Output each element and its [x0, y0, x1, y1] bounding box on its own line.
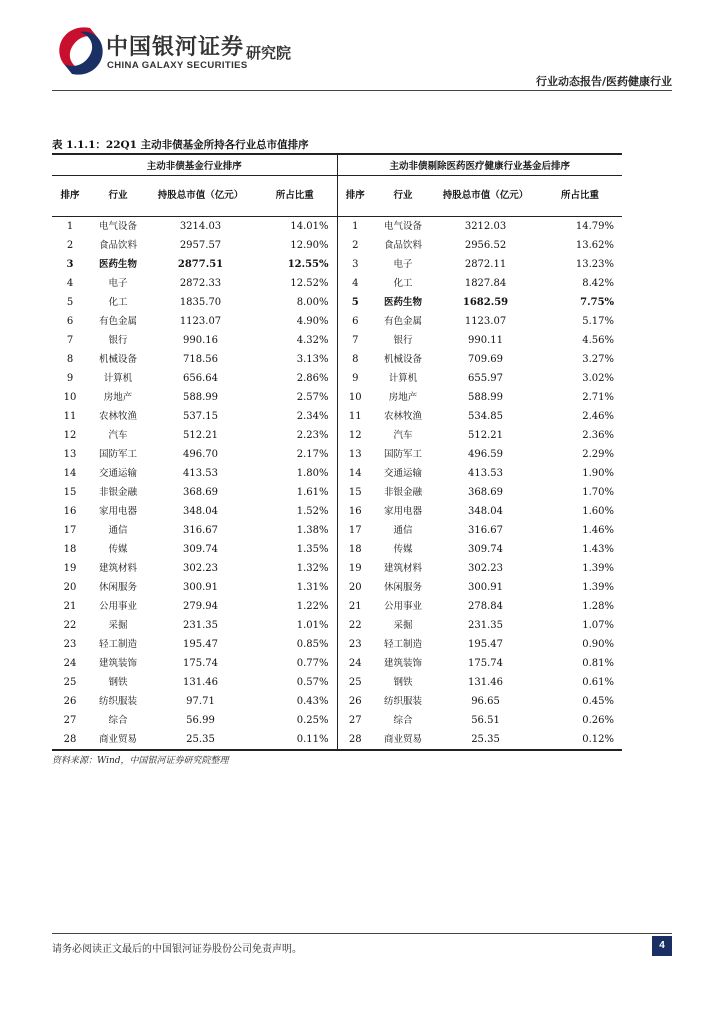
right-rank-cell: 22 — [337, 616, 373, 635]
right-pct-cell: 5.17% — [582, 316, 615, 327]
brand-name-en: CHINA GALAXY SECURITIES — [107, 60, 248, 71]
right-value-cell: 231.35 — [468, 620, 504, 631]
right-value-cell: 588.99 — [468, 392, 504, 403]
left-value-cell: 302.23 — [183, 563, 218, 574]
left-pct-cell: 4.90% — [296, 316, 329, 327]
left-industry-cell: 电气设备 — [98, 221, 137, 232]
left-rank-cell: 3 — [66, 259, 74, 270]
right-pct-cell: 1.90% — [582, 468, 615, 479]
left-pct-cell: 1.22% — [296, 601, 329, 612]
left-pct-cell: 1.32% — [296, 563, 329, 574]
left-pct-cell: 12.52% — [290, 278, 329, 289]
right-value-cell: 96.65 — [471, 696, 500, 707]
right-pct-cell: 13.62% — [575, 240, 615, 251]
left-rank-cell: 23 — [63, 639, 77, 650]
left-rank-cell: 11 — [63, 411, 77, 422]
table-row — [52, 730, 622, 750]
right-pct-cell: 1.43% — [582, 544, 615, 555]
left-rank-cell: 14 — [63, 468, 77, 479]
right-rank-cell: 7 — [337, 331, 373, 350]
right-value-cell: 368.69 — [468, 487, 504, 498]
right-pct-cell: 0.12% — [538, 730, 622, 750]
table-row — [52, 521, 622, 540]
right-value-cell: 496.59 — [468, 449, 504, 460]
right-pct-cell: 2.36% — [582, 430, 615, 441]
right-pct-cell: 1.28% — [582, 601, 615, 612]
left-value-cell: 2877.51 — [177, 259, 224, 270]
left-rank-cell: 20 — [63, 582, 77, 593]
left-value-cell: 1835.70 — [179, 297, 222, 308]
left-rank-cell: 8 — [66, 354, 74, 365]
right-industry-cell: 国防军工 — [384, 449, 423, 460]
right-pct-cell: 8.42% — [582, 278, 615, 289]
table-row — [52, 635, 622, 654]
right-industry-cell: 非银金融 — [384, 487, 423, 498]
right-industry-cell: 传媒 — [393, 544, 413, 555]
left-rank-cell: 12 — [63, 430, 77, 441]
right-industry-cell: 建筑材料 — [384, 563, 423, 574]
right-rank-cell: 15 — [337, 483, 373, 502]
right-rank-cell: 4 — [337, 274, 373, 293]
left-rank-cell: 13 — [63, 449, 77, 460]
left-value-cell: 496.70 — [183, 449, 218, 460]
left-pct-cell: 1.35% — [296, 544, 329, 555]
right-value-cell: 3212.03 — [464, 221, 507, 232]
left-rank-cell: 28 — [52, 730, 88, 750]
right-industry-cell: 医药生物 — [384, 297, 423, 308]
right-industry-cell: 交通运输 — [384, 468, 423, 479]
right-industry-cell: 电气设备 — [384, 221, 423, 232]
right-rank-cell: 24 — [337, 654, 373, 673]
table-row — [52, 692, 622, 711]
left-pct-cell: 2.34% — [296, 411, 329, 422]
left-value-cell: 2872.33 — [179, 278, 222, 289]
header-divider — [52, 90, 672, 91]
left-pct-cell: 1.80% — [296, 468, 329, 479]
left-value-cell: 309.74 — [183, 544, 218, 555]
brand-institute: 研究院 — [246, 44, 292, 62]
left-rank-cell: 5 — [66, 297, 74, 308]
right-rank-cell: 1 — [337, 217, 373, 237]
left-pct-cell: 1.01% — [296, 620, 329, 631]
right-value-cell: 2872.11 — [464, 259, 507, 270]
right-pct-cell: 3.02% — [582, 373, 615, 384]
right-rank-cell: 2 — [337, 236, 373, 255]
right-rank-cell: 10 — [337, 388, 373, 407]
right-pct-cell: 7.75% — [580, 297, 615, 308]
left-value-cell: 718.56 — [183, 354, 218, 365]
left-value-cell: 368.69 — [183, 487, 218, 498]
right-industry-cell: 轻工制造 — [384, 639, 423, 650]
right-rank-cell: 28 — [337, 730, 373, 750]
right-pct-cell: 3.27% — [582, 354, 615, 365]
right-industry-cell: 电子 — [393, 259, 413, 270]
left-pct-cell: 2.23% — [296, 430, 329, 441]
left-industry-cell: 电子 — [108, 278, 128, 289]
left-rank-cell: 24 — [63, 658, 77, 669]
right-value-cell: 56.51 — [471, 715, 500, 726]
left-pct-cell: 0.85% — [296, 639, 329, 650]
left-pct-cell: 0.57% — [296, 677, 329, 688]
left-rank-cell: 1 — [66, 221, 74, 232]
left-industry-cell: 传媒 — [108, 544, 128, 555]
left-industry-cell: 食品饮料 — [98, 240, 137, 251]
brand-name-cn: 中国银河证券 — [106, 35, 245, 60]
left-pct-cell: 2.57% — [296, 392, 329, 403]
right-rank-cell: 19 — [337, 559, 373, 578]
right-industry-cell: 采掘 — [393, 620, 413, 631]
left-industry-cell: 国防军工 — [98, 449, 137, 460]
right-pct-cell: 1.70% — [582, 487, 615, 498]
right-value-cell: 413.53 — [468, 468, 504, 479]
right-industry-cell: 综合 — [393, 715, 413, 726]
right-industry-cell: 农林牧渔 — [384, 411, 423, 422]
right-rank-cell: 23 — [337, 635, 373, 654]
table-row — [52, 578, 622, 597]
right-rank-cell: 21 — [337, 597, 373, 616]
right-value-cell: 709.69 — [468, 354, 504, 365]
col-pct-left: 所占比重 — [253, 176, 337, 217]
left-rank-cell: 25 — [63, 677, 77, 688]
right-pct-cell: 0.90% — [582, 639, 615, 650]
right-pct-cell: 1.39% — [582, 563, 615, 574]
right-pct-cell: 1.39% — [582, 582, 615, 593]
left-rank-cell: 9 — [66, 373, 74, 384]
table-row — [52, 388, 622, 407]
right-rank-cell: 13 — [337, 445, 373, 464]
right-rank-cell: 9 — [337, 369, 373, 388]
col-rank-right: 排序 — [337, 176, 373, 217]
left-pct-cell: 4.32% — [296, 335, 329, 346]
left-pct-cell: 12.55% — [287, 259, 329, 270]
right-value-cell: 512.21 — [468, 430, 504, 441]
right-group-header: 主动非债剔除医药医疗健康行业基金后排序 — [337, 154, 622, 176]
table-body — [52, 217, 622, 751]
right-pct-cell: 0.26% — [582, 715, 615, 726]
left-industry-cell: 钢铁 — [108, 677, 128, 688]
left-industry-cell: 建筑材料 — [98, 563, 137, 574]
table-row — [52, 369, 622, 388]
right-rank-cell: 5 — [337, 293, 373, 312]
col-rank-left: 排序 — [52, 176, 88, 217]
left-industry-cell: 银行 — [108, 335, 128, 346]
left-value-cell: 990.16 — [183, 335, 218, 346]
right-industry-cell: 公用事业 — [384, 601, 423, 612]
col-industry-right: 行业 — [373, 176, 433, 217]
right-industry-cell: 计算机 — [388, 373, 418, 384]
left-industry-cell: 化工 — [108, 297, 128, 308]
table-row — [52, 255, 622, 274]
right-rank-cell: 17 — [337, 521, 373, 540]
right-industry-cell: 银行 — [393, 335, 413, 346]
right-rank-cell: 18 — [337, 540, 373, 559]
right-value-cell: 1123.07 — [464, 316, 507, 327]
right-rank-cell: 6 — [337, 312, 373, 331]
right-rank-cell: 12 — [337, 426, 373, 445]
right-value-cell: 348.04 — [468, 506, 504, 517]
right-pct-cell: 1.46% — [582, 525, 615, 536]
right-pct-cell: 1.60% — [582, 506, 615, 517]
right-rank-cell: 27 — [337, 711, 373, 730]
right-value-cell: 2956.52 — [464, 240, 507, 251]
col-pct-right: 所占比重 — [538, 176, 622, 217]
right-industry-cell: 食品饮料 — [384, 240, 423, 251]
left-industry-cell: 计算机 — [103, 373, 133, 384]
left-value-cell: 56.99 — [186, 715, 215, 726]
left-pct-cell: 12.90% — [290, 240, 329, 251]
table-row — [52, 597, 622, 616]
left-pct-cell: 0.25% — [296, 715, 329, 726]
right-pct-cell: 14.79% — [575, 221, 615, 232]
left-rank-cell: 18 — [63, 544, 77, 555]
left-value-cell: 3214.03 — [179, 221, 222, 232]
table-row — [52, 236, 622, 255]
right-industry-cell: 钢铁 — [393, 677, 413, 688]
right-pct-cell: 0.45% — [582, 696, 615, 707]
left-industry-cell: 有色金属 — [98, 316, 137, 327]
right-value-cell: 309.74 — [468, 544, 504, 555]
left-rank-cell: 16 — [63, 506, 77, 517]
table-row — [52, 217, 622, 237]
left-value-cell: 25.35 — [148, 730, 253, 750]
left-pct-cell: 14.01% — [290, 221, 329, 232]
left-value-cell: 656.64 — [183, 373, 218, 384]
right-value-cell: 655.97 — [468, 373, 504, 384]
table-row — [52, 445, 622, 464]
table-row — [52, 654, 622, 673]
table-title: 表 1.1.1：22Q1 主动非债基金所持各行业总市值排序 — [52, 139, 309, 151]
left-industry-cell: 综合 — [108, 715, 128, 726]
left-pct-cell: 0.43% — [296, 696, 329, 707]
left-industry-cell: 汽车 — [108, 430, 128, 441]
right-value-cell: 302.23 — [468, 563, 504, 574]
table-row — [52, 293, 622, 312]
right-value-cell: 300.91 — [468, 582, 504, 593]
right-rank-cell: 8 — [337, 350, 373, 369]
left-industry-cell: 通信 — [108, 525, 128, 536]
left-pct-cell: 3.13% — [296, 354, 329, 365]
right-pct-cell: 2.29% — [582, 449, 615, 460]
table-row — [52, 407, 622, 426]
left-pct-cell: 1.61% — [296, 487, 329, 498]
left-pct-cell: 2.17% — [296, 449, 329, 460]
table-row — [52, 711, 622, 730]
left-pct-cell: 0.11% — [253, 730, 337, 750]
left-value-cell: 279.94 — [183, 601, 218, 612]
right-pct-cell: 2.46% — [582, 411, 615, 422]
left-industry-cell: 房地产 — [103, 392, 133, 403]
left-industry-cell: 公用事业 — [98, 601, 137, 612]
left-industry-cell: 纺织服装 — [98, 696, 137, 707]
left-value-cell: 97.71 — [186, 696, 215, 707]
left-industry-cell: 采掘 — [108, 620, 128, 631]
left-rank-cell: 22 — [63, 620, 77, 631]
left-value-cell: 175.74 — [183, 658, 218, 669]
right-pct-cell: 1.07% — [582, 620, 615, 631]
right-industry-cell: 有色金属 — [384, 316, 423, 327]
galaxy-logo-icon — [52, 22, 110, 80]
left-industry-cell: 医药生物 — [98, 259, 137, 270]
left-rank-cell: 27 — [63, 715, 77, 726]
left-rank-cell: 7 — [66, 335, 74, 346]
right-industry-cell: 房地产 — [388, 392, 418, 403]
left-value-cell: 1123.07 — [179, 316, 222, 327]
left-pct-cell: 1.31% — [296, 582, 329, 593]
left-rank-cell: 26 — [63, 696, 77, 707]
left-rank-cell: 4 — [66, 278, 74, 289]
left-value-cell: 537.15 — [183, 411, 218, 422]
right-value-cell: 131.46 — [468, 677, 504, 688]
right-industry-cell: 通信 — [393, 525, 413, 536]
left-pct-cell: 1.52% — [296, 506, 329, 517]
right-industry-cell: 汽车 — [393, 430, 413, 441]
table-row — [52, 350, 622, 369]
left-pct-cell: 1.38% — [296, 525, 329, 536]
left-value-cell: 195.47 — [183, 639, 218, 650]
right-pct-cell: 13.23% — [575, 259, 615, 270]
left-value-cell: 348.04 — [183, 506, 218, 517]
left-industry-cell: 家用电器 — [98, 506, 137, 517]
right-value-cell: 25.35 — [433, 730, 538, 750]
table-row — [52, 274, 622, 293]
left-value-cell: 131.46 — [183, 677, 218, 688]
right-pct-cell: 2.71% — [582, 392, 615, 403]
table-row — [52, 426, 622, 445]
left-industry-cell: 农林牧渔 — [98, 411, 137, 422]
col-value-right: 持股总市值（亿元） — [433, 176, 538, 217]
table-row — [52, 331, 622, 350]
left-rank-cell: 15 — [63, 487, 77, 498]
right-industry-cell: 家用电器 — [384, 506, 423, 517]
col-value-left: 持股总市值（亿元） — [148, 176, 253, 217]
right-industry-cell: 纺织服装 — [384, 696, 423, 707]
left-industry-cell: 机械设备 — [98, 354, 137, 365]
right-value-cell: 195.47 — [468, 639, 504, 650]
left-value-cell: 588.99 — [183, 392, 218, 403]
right-value-cell: 990.11 — [468, 335, 504, 346]
right-value-cell: 278.84 — [468, 601, 504, 612]
right-industry-cell: 机械设备 — [384, 354, 423, 365]
left-industry-cell: 交通运输 — [98, 468, 137, 479]
left-rank-cell: 21 — [63, 601, 77, 612]
right-industry-cell: 建筑装饰 — [384, 658, 423, 669]
left-pct-cell: 0.77% — [296, 658, 329, 669]
right-rank-cell: 3 — [337, 255, 373, 274]
left-industry-cell: 轻工制造 — [98, 639, 137, 650]
disclaimer-text: 请务必阅读正文最后的中国银河证券股份公司免责声明。 — [52, 944, 302, 955]
right-pct-cell: 4.56% — [582, 335, 615, 346]
right-value-cell: 1682.59 — [462, 297, 509, 308]
table-row — [52, 540, 622, 559]
report-type: 行业动态报告/医药健康行业 — [535, 75, 672, 88]
right-value-cell: 1827.84 — [464, 278, 507, 289]
source-note: 资料来源：Wind，中国银河证券研究院整理 — [52, 756, 229, 766]
right-rank-cell: 26 — [337, 692, 373, 711]
left-industry-cell: 休闲服务 — [98, 582, 137, 593]
left-industry-cell: 商业贸易 — [88, 730, 148, 750]
right-value-cell: 175.74 — [468, 658, 504, 669]
right-rank-cell: 20 — [337, 578, 373, 597]
col-industry-left: 行业 — [88, 176, 148, 217]
left-pct-cell: 2.86% — [296, 373, 329, 384]
left-rank-cell: 19 — [63, 563, 77, 574]
left-pct-cell: 8.00% — [296, 297, 329, 308]
right-pct-cell: 0.61% — [582, 677, 615, 688]
table-row — [52, 559, 622, 578]
right-industry-cell: 休闲服务 — [384, 582, 423, 593]
right-rank-cell: 11 — [337, 407, 373, 426]
left-rank-cell: 10 — [63, 392, 77, 403]
table-row — [52, 464, 622, 483]
left-value-cell: 300.91 — [183, 582, 218, 593]
table-row — [52, 616, 622, 635]
left-value-cell: 231.35 — [183, 620, 218, 631]
right-industry-cell: 商业贸易 — [373, 730, 433, 750]
footer-divider — [52, 933, 672, 934]
left-industry-cell: 非银金融 — [98, 487, 137, 498]
right-pct-cell: 0.81% — [582, 658, 615, 669]
left-value-cell: 512.21 — [183, 430, 218, 441]
page-number: 4 — [652, 936, 672, 956]
table-row — [52, 502, 622, 521]
left-industry-cell: 建筑装饰 — [98, 658, 137, 669]
right-value-cell: 534.85 — [468, 411, 504, 422]
right-rank-cell: 25 — [337, 673, 373, 692]
right-rank-cell: 14 — [337, 464, 373, 483]
left-value-cell: 2957.57 — [179, 240, 222, 251]
table-row — [52, 673, 622, 692]
left-rank-cell: 6 — [66, 316, 74, 327]
left-rank-cell: 2 — [66, 240, 74, 251]
left-value-cell: 413.53 — [183, 468, 218, 479]
right-industry-cell: 化工 — [393, 278, 413, 289]
industry-ranking-table — [52, 153, 622, 751]
right-value-cell: 316.67 — [468, 525, 504, 536]
right-rank-cell: 16 — [337, 502, 373, 521]
left-group-header: 主动非债基金行业排序 — [52, 154, 337, 176]
left-value-cell: 316.67 — [183, 525, 218, 536]
table-row — [52, 312, 622, 331]
table-row — [52, 483, 622, 502]
left-rank-cell: 17 — [63, 525, 77, 536]
